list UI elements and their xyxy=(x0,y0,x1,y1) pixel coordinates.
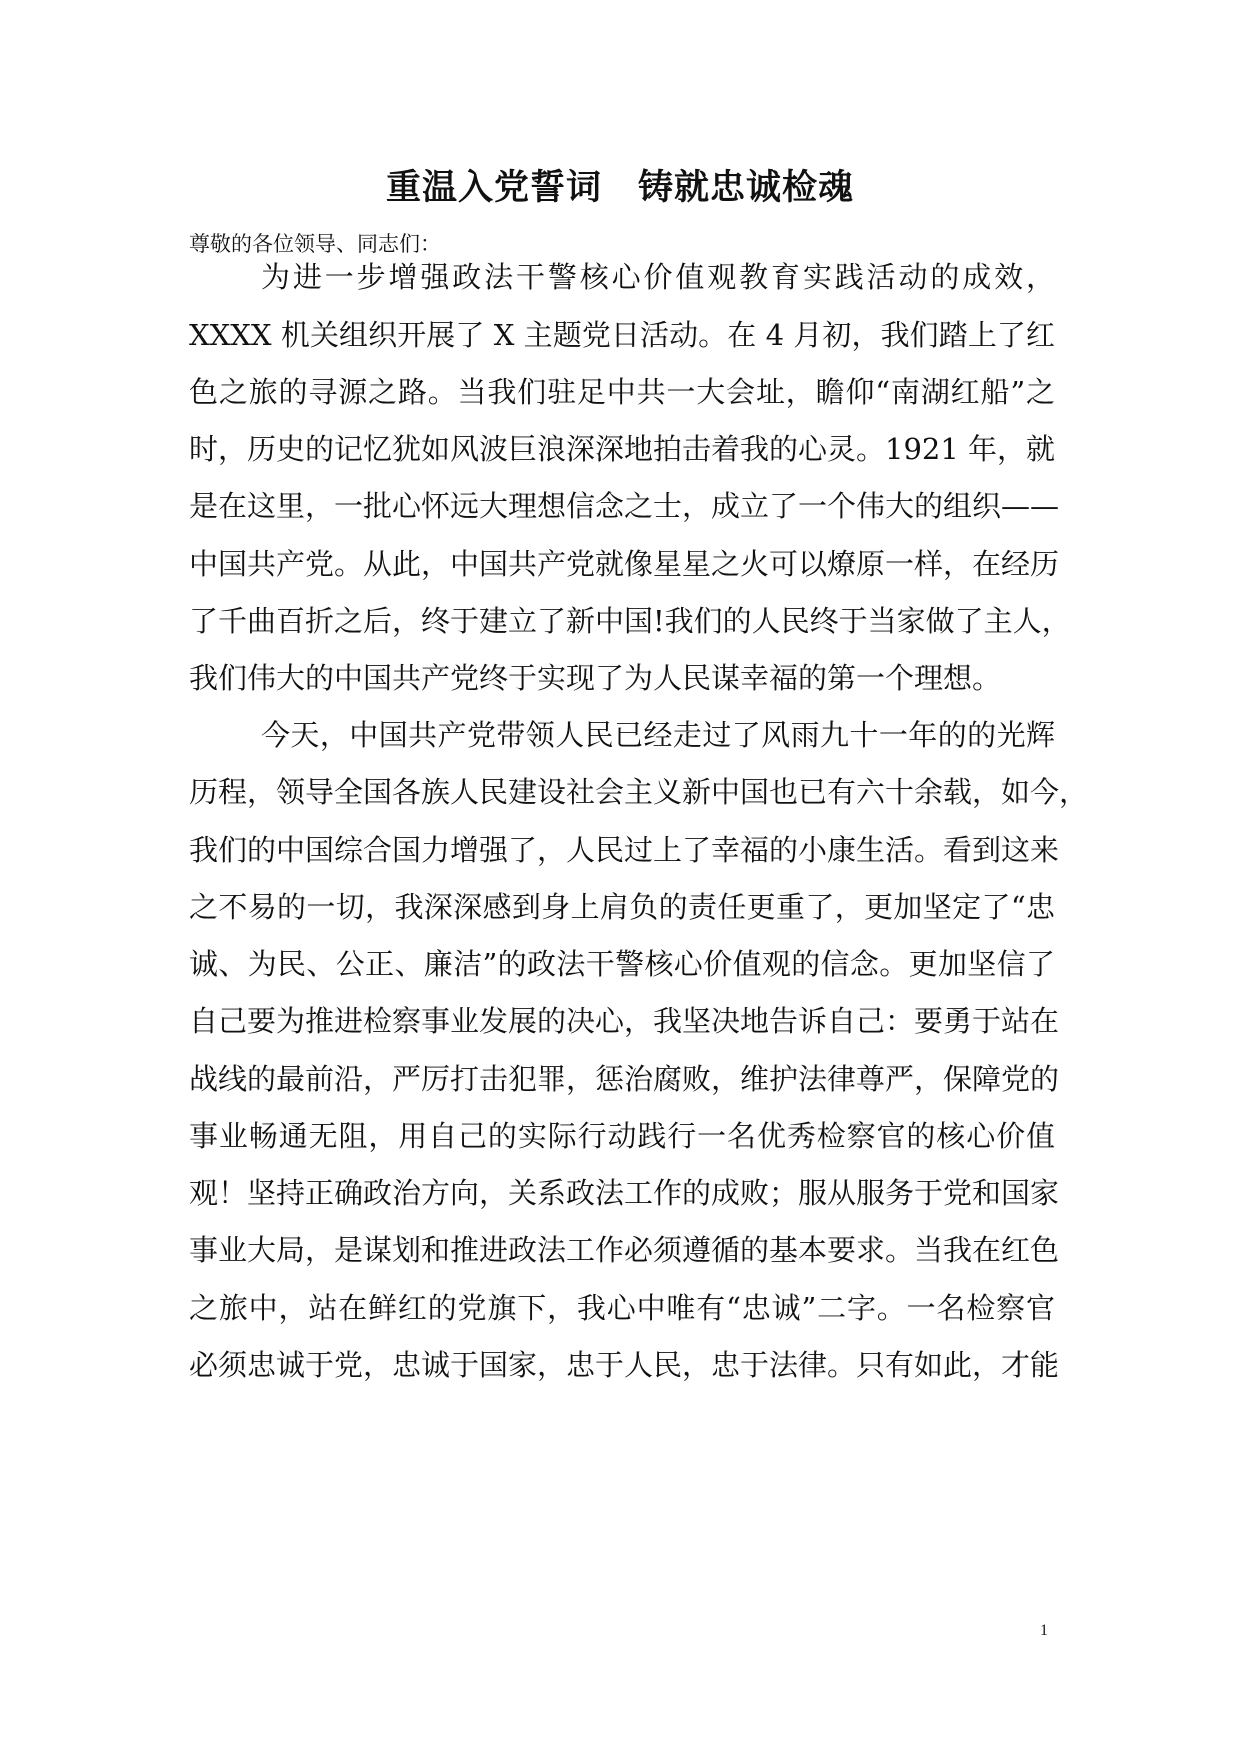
text-line: 事业大局，是谋划和推进政法工作必须遵循的基本要求。当我在红色 xyxy=(189,1233,1060,1267)
text-line: 我们伟大的中国共产党终于实现了为人民谋幸福的第一个理想。 xyxy=(189,661,1002,695)
text-line: XXXX 机关组织开展了 X 主题党日活动。在 4 月初，我们踏上了红 xyxy=(189,318,1055,352)
text-line: 之旅中，站在鲜红的党旗下，我心中唯有“忠诚”二字。一名检察官 xyxy=(189,1291,1055,1325)
text-line: 必须忠诚于党，忠诚于国家，忠于人民，忠于法律。只有如此，才能 xyxy=(189,1348,1060,1382)
text-line: 时，历史的记忆犹如风波巨浪深深地拍击着我的心灵。1921 年，就 xyxy=(189,432,1056,466)
text-line: 战线的最前沿，严厉打击犯罪，惩治腐败，维护法律尊严，保障党的 xyxy=(189,1062,1060,1096)
text-line: 今天，中国共产党带领人民已经走过了风雨九十一年的的光辉 xyxy=(261,718,1055,752)
salutation: 尊敬的各位领导、同志们： xyxy=(189,232,441,256)
text-line: 诚、为民、公正、廉洁”的政法干警核心价值观的信念。更加坚信了 xyxy=(189,947,1055,981)
text-line: 历程，领导全国各族人民建设社会主义新中国也已有六十余载，如今， xyxy=(189,775,1089,809)
text-line: 自己要为推进检察事业发展的决心，我坚决地告诉自己：要勇于站在 xyxy=(189,1004,1060,1038)
text-line: 中国共产党。从此，中国共产党就像星星之火可以燎原一样，在经历 xyxy=(189,547,1060,581)
text-line: 了千曲百折之后，终于建立了新中国!我们的人民终于当家做了主人， xyxy=(189,604,1071,638)
text-line: 为进一步增强政法干警核心价值观教育实践活动的成效， xyxy=(261,260,1055,294)
text-line: 色之旅的寻源之路。当我们驻足中共一大会址，瞻仰“南湖红船”之 xyxy=(189,375,1055,409)
text-line: 事业畅通无阻，用自己的实际行动践行一名优秀检察官的核心价值 xyxy=(189,1119,1055,1153)
text-line: 我们的中国综合国力增强了，人民过上了幸福的小康生活。看到这来 xyxy=(189,833,1060,867)
page-number: 1 xyxy=(1040,1622,1048,1639)
text-line: 观！坚持正确政治方向，关系政法工作的成败；服从服务于党和国家 xyxy=(189,1176,1060,1210)
text-line: 之不易的一切，我深深感到身上肩负的责任更重了，更加坚定了“忠 xyxy=(189,890,1055,924)
text-line: 是在这里，一批心怀远大理想信念之士，成立了一个伟大的组织—— xyxy=(189,489,1060,523)
document-title: 重温入党誓词 铸就忠诚检魂 xyxy=(385,167,854,208)
